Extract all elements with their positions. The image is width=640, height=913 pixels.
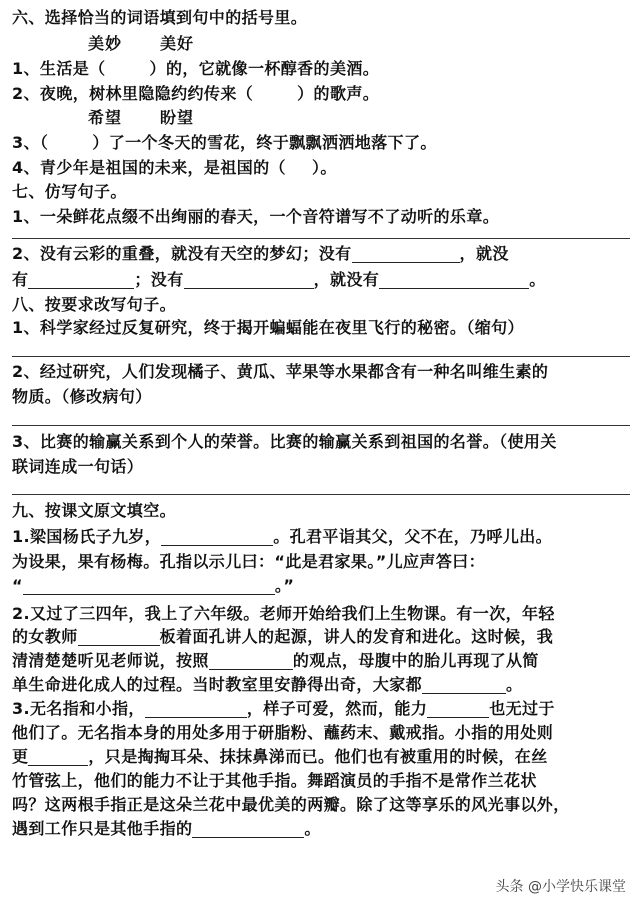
passage-text: 也无过于 [489,699,555,718]
answer-blank[interactable] [422,673,506,694]
word-choices-1 [88,30,640,58]
question-text: ）了一个冬天的雪花，终于飘飘洒洒地落下了。 [92,133,437,152]
question-text: ；没有 [134,270,184,289]
question-text: 。 [529,270,546,289]
answer-blank[interactable] [184,268,314,289]
section-8-title: 八、按要求改写句子。 [12,295,177,314]
section-6-title: 六、选择恰当的词语填到句中的括号里。 [12,8,308,27]
s8-question-1: 1、科学家经过反复研究，终于揭开蝙蝠能在夜里飞行的秘密。（缩句） [12,318,524,337]
s8-question-3-line-1: 3、比赛的输赢关系到个人的荣誉。比赛的输赢关系到祖国的名誉。（使用关 [12,432,557,451]
s8-question-2-line-2: 物质。（修改病句） [12,387,152,406]
passage-text: 更 [12,747,29,766]
answer-blank[interactable] [352,242,460,263]
s7-question-1: 1、一朵鲜花点缀不出绚丽的春天，一个音符谱写不了动听的乐章。 [12,207,500,226]
s8-question-2-line-1: 2、经过研究，人们发现橘子、黄瓜、苹果等水果都含有一种名叫维生素的 [12,362,549,381]
question-text: ，就没有 [313,270,380,289]
passage-text: 遇到工作只是其他手指的 [12,819,193,838]
answer-blank[interactable] [78,625,160,646]
answer-blank[interactable] [28,268,134,289]
s9-passage-3-line-6 [12,815,630,843]
answer-line[interactable] [12,494,630,495]
passage-text: 。” [274,576,295,595]
question-text: ）的歌声。 [297,84,380,103]
passage-text: 1.梁国杨氏子九岁， [12,527,162,546]
s9-passage-3-line-2: 他们了。无名指本身的用处多用于研脂粉、蘸药末、戴戒指。小指的用处则 [12,723,554,742]
answer-blank[interactable] [379,268,529,289]
s6-question-3 [12,129,630,157]
passage-text: 的观点，母腹中的胎儿再现了从简 [292,651,539,670]
s9-passage-3-line-5: 吗？这两根手指正是这朵兰花中最优美的两瓣。除了这等享乐的风光事以外， [12,795,570,814]
s9-passage-1-line-2: 为设果，果有杨梅。孔指以示儿曰：“此是君家果。”儿应声答曰： [12,552,486,571]
answer-blank[interactable] [145,697,247,718]
answer-blank[interactable] [192,817,304,838]
question-text: ）的，它就像一杯醇香的美酒。 [149,59,380,78]
passage-text: 3.无名指和小指， [12,699,145,718]
question-text: 4、青少年是祖国的未来，是祖国的（ [12,158,286,177]
passage-text: “ [12,576,23,595]
answer-blank[interactable] [161,525,273,546]
passage-text: 。孔君平诣其父，父不在，乃呼儿出。 [273,527,553,546]
s9-passage-1-line-3 [12,572,630,600]
passage-text: ，只是掏掏耳朵、抹抹鼻涕而已。他们也有被重用的时候，在丝 [88,747,548,766]
question-text: 2、没有云彩的重叠，就没有天空的梦幻；没有 [12,244,352,263]
watermark: 头条 @小学快乐课堂 [495,879,626,895]
s7-question-2-line-1 [12,240,630,268]
answer-blank[interactable] [209,649,293,670]
word-choice: 盼望 [160,108,195,127]
answer-line[interactable] [12,238,630,239]
s9-passage-1-line-1 [12,523,630,551]
passage-text: 的女教师 [12,627,78,646]
word-choices-2 [88,104,640,132]
s8-question-3-line-2: 联词连成一句话） [12,457,144,476]
answer-blank[interactable] [427,697,489,718]
question-text: 2、夜晚，树林里隐隐约约传来（ [12,84,254,103]
passage-text: 板着面孔讲人的起源，讲人的发育和进化。这时候，我 [159,627,554,646]
passage-text: 。 [506,675,523,694]
s9-passage-3-line-4: 竹管弦上，他们的能力不让于其他手指。舞蹈演员的手指不是常作兰花状 [12,771,537,790]
question-text: 有 [12,270,29,289]
s6-question-1 [12,55,630,83]
question-text: 3、（ [12,133,49,152]
answer-line[interactable] [12,425,630,426]
passage-text: 单生命进化成人的过程。当时教室里安静得出奇，大家都 [12,675,423,694]
answer-blank[interactable] [28,745,88,766]
question-text: ）。 [311,158,337,177]
passage-text: 。 [304,819,321,838]
word-choice: 希望 [88,108,123,127]
s7-question-2-line-2 [12,266,630,294]
word-choice: 美妙 [88,34,123,53]
question-text: 1、生活是（ [12,59,106,78]
answer-line[interactable] [12,356,630,357]
question-text: ，就没 [459,244,509,263]
word-choice: 美好 [160,34,195,53]
answer-blank[interactable] [23,574,275,595]
section-9-title: 九、按课文原文填空。 [12,501,177,520]
passage-text: 清清楚楚听见老师说，按照 [12,651,209,670]
section-7-title: 七、仿写句子。 [12,182,127,201]
passage-text: ，样子可爱，然而，能力 [246,699,428,718]
s9-passage-2-line-1: 2.又过了三四年，我上了六年级。老师开始给我们上生物课。有一次，年轻 [12,604,555,623]
